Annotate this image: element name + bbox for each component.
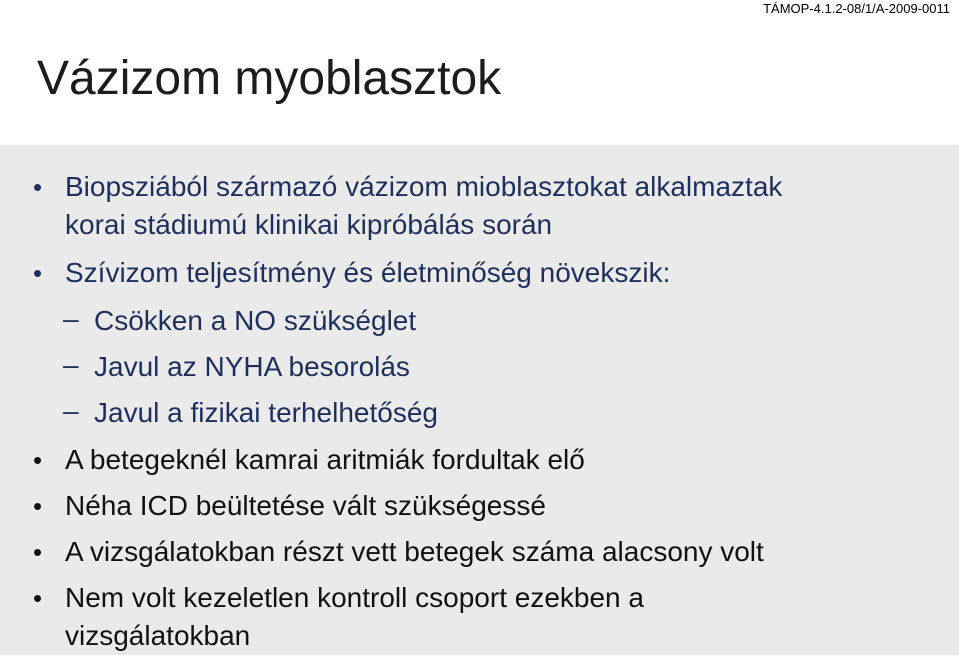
bullet-text-line: A vizsgálatokban részt vett betegek száma alacsony volt [65,536,764,567]
bullet-marker: • [33,445,43,475]
sub-bullet-text: Javul a fizikai terhelhetőség [94,397,438,428]
bullet-text-line: Nem volt kezeletlen kontroll csoport ezekben a [65,582,644,613]
bullet-text-line: korai stádiumú klinikai kipróbálás során [65,209,553,240]
sub-bullet-marker: – [63,349,79,380]
bullet-marker: • [33,583,43,613]
slide-header [0,0,959,145]
sub-bullet-text: Csökken a NO szükséglet [94,305,417,336]
bullet-text-line: Néha ICD beültetése vált szükségessé [65,490,546,521]
bullet-text-line: A betegeknél kamrai aritmiák fordultak elő [65,444,585,475]
slide-title: Vázizom myoblasztok [37,52,502,105]
project-code: TÁMOP-4.1.2-08/1/A-2009-0011 [763,1,950,16]
bullet-marker: • [33,258,43,288]
bullet-marker: • [33,537,43,567]
bullet-text-line: Biopsziából származó vázizom mioblasztokat alkalmaztak [65,171,783,202]
bullet-marker: • [33,172,43,202]
bullet-marker: • [33,491,43,521]
bullet-text-line: vizsgálatokban [65,620,251,651]
sub-bullet-text: Javul az NYHA besorolás [94,351,410,382]
sub-bullet-marker: – [63,303,79,334]
slide-content [0,145,959,655]
bullet-text-line: Szívizom teljesítmény és életminőség növekszik: [65,257,671,288]
sub-bullet-marker: – [63,395,79,426]
